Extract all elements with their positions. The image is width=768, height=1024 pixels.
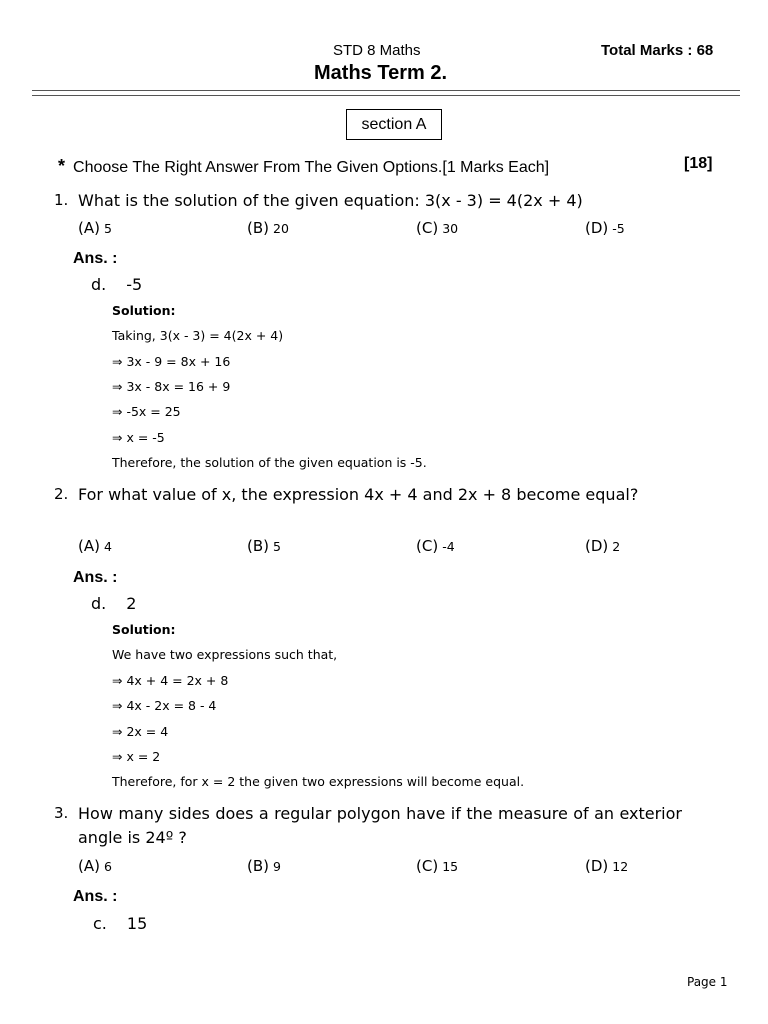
q3-option-a-value: 6 [103, 859, 112, 874]
q3-option-d-label: (D) [585, 857, 609, 875]
q2-answer-letter: d. [91, 594, 107, 613]
header-rule-top [32, 90, 740, 91]
q2-option-c-label: (C) [416, 537, 439, 555]
q2-option-a-label: (A) [78, 537, 100, 555]
q1-option-a [78, 219, 112, 237]
q3-option-b [247, 857, 281, 875]
q3-option-a [78, 857, 112, 875]
q2-solution-line: ⇒ 4x - 2x = 8 - 4 [112, 698, 217, 713]
q2-solution-heading: Solution: [112, 622, 176, 637]
q1-solution-line: ⇒ -5x = 25 [112, 404, 181, 419]
q3-option-d [585, 857, 628, 875]
q2-answer-value: 2 [126, 594, 137, 613]
q2-option-a-value: 4 [103, 539, 112, 554]
q1-option-c-value: 30 [442, 221, 459, 236]
question-1-number: 1. [54, 191, 69, 209]
q2-option-d-label: (D) [585, 537, 609, 555]
page-title: Maths Term 2. [314, 62, 447, 84]
q1-option-d-value: -5 [612, 221, 625, 236]
q2-option-b [247, 537, 281, 555]
q2-option-a [78, 537, 112, 555]
q3-option-d-value: 12 [612, 859, 629, 874]
q1-answer-letter: d. [91, 275, 107, 294]
q3-option-b-value: 9 [273, 859, 281, 874]
q2-option-c-value: -4 [442, 539, 455, 554]
q1-option-b-label: (B) [247, 219, 269, 237]
instruction-star: * [58, 156, 66, 176]
q3-option-c-value: 15 [442, 859, 459, 874]
q2-solution-line: Therefore, for x = 2 the given two expressions will become equal. [112, 774, 525, 789]
q1-option-a-label: (A) [78, 219, 100, 237]
question-3-text: How many sides does a regular polygon have if the measure of an exterior angle is 24º ? [78, 804, 682, 847]
q3-option-c-label: (C) [416, 857, 439, 875]
q3-answer-letter: c. [93, 914, 107, 933]
q1-solution-line: Therefore, the solution of the given equation is -5. [112, 455, 427, 470]
section-title: section A [346, 109, 442, 140]
q1-solution-heading: Solution: [112, 303, 176, 318]
instruction [58, 156, 549, 177]
question-3-number: 3. [54, 804, 69, 822]
q3-option-b-label: (B) [247, 857, 269, 875]
q2-option-b-label: (B) [247, 537, 269, 555]
q3-option-a-label: (A) [78, 857, 100, 875]
header-rule-bottom [32, 95, 740, 96]
q1-option-c [416, 219, 458, 237]
q2-option-d [585, 537, 620, 555]
instruction-text: Choose The Right Answer From The Given Options.[1 Marks Each] [73, 159, 550, 176]
q1-option-b [247, 219, 289, 237]
q1-answer-label: Ans. : [73, 250, 118, 267]
q2-solution-line: ⇒ 4x + 4 = 2x + 8 [112, 673, 229, 688]
q2-solution-line: ⇒ 2x = 4 [112, 724, 169, 739]
q2-option-c [416, 537, 455, 555]
q1-solution-line: Taking, 3(x - 3) = 4(2x + 4) [112, 328, 284, 343]
q3-answer [93, 914, 147, 933]
q2-option-d-value: 2 [612, 539, 621, 554]
q1-answer-value: -5 [126, 275, 143, 294]
q1-option-a-value: 5 [103, 221, 112, 236]
page-number: Page 1 [687, 975, 728, 989]
q2-option-b-value: 5 [273, 539, 281, 554]
class-subject: STD 8 Maths [333, 42, 421, 59]
q2-solution-line: We have two expressions such that, [112, 647, 338, 662]
q3-option-c [416, 857, 458, 875]
section-marks: [18] [684, 155, 713, 172]
q1-option-c-label: (C) [416, 219, 439, 237]
q3-answer-label: Ans. : [73, 888, 118, 905]
q1-option-d [585, 219, 625, 237]
total-marks: Total Marks : 68 [601, 42, 714, 59]
q1-answer [91, 275, 142, 294]
question-1-text: What is the solution of the given equation: 3(x - 3) = 4(2x + 4) [78, 191, 583, 210]
q2-answer [91, 594, 136, 613]
q2-answer-label: Ans. : [73, 569, 118, 586]
q1-solution-line: ⇒ 3x - 9 = 8x + 16 [112, 354, 231, 369]
q2-solution-line: ⇒ x = 2 [112, 749, 161, 764]
q1-solution-line: ⇒ x = -5 [112, 430, 165, 445]
question-2-number: 2. [54, 485, 69, 503]
question-2-text: For what value of x, the expression 4x + 4 and 2x + 8 become equal? [78, 485, 639, 504]
q3-answer-value: 15 [126, 914, 148, 933]
q1-solution-line: ⇒ 3x - 8x = 16 + 9 [112, 379, 231, 394]
q1-option-b-value: 20 [273, 221, 289, 236]
q1-option-d-label: (D) [585, 219, 609, 237]
